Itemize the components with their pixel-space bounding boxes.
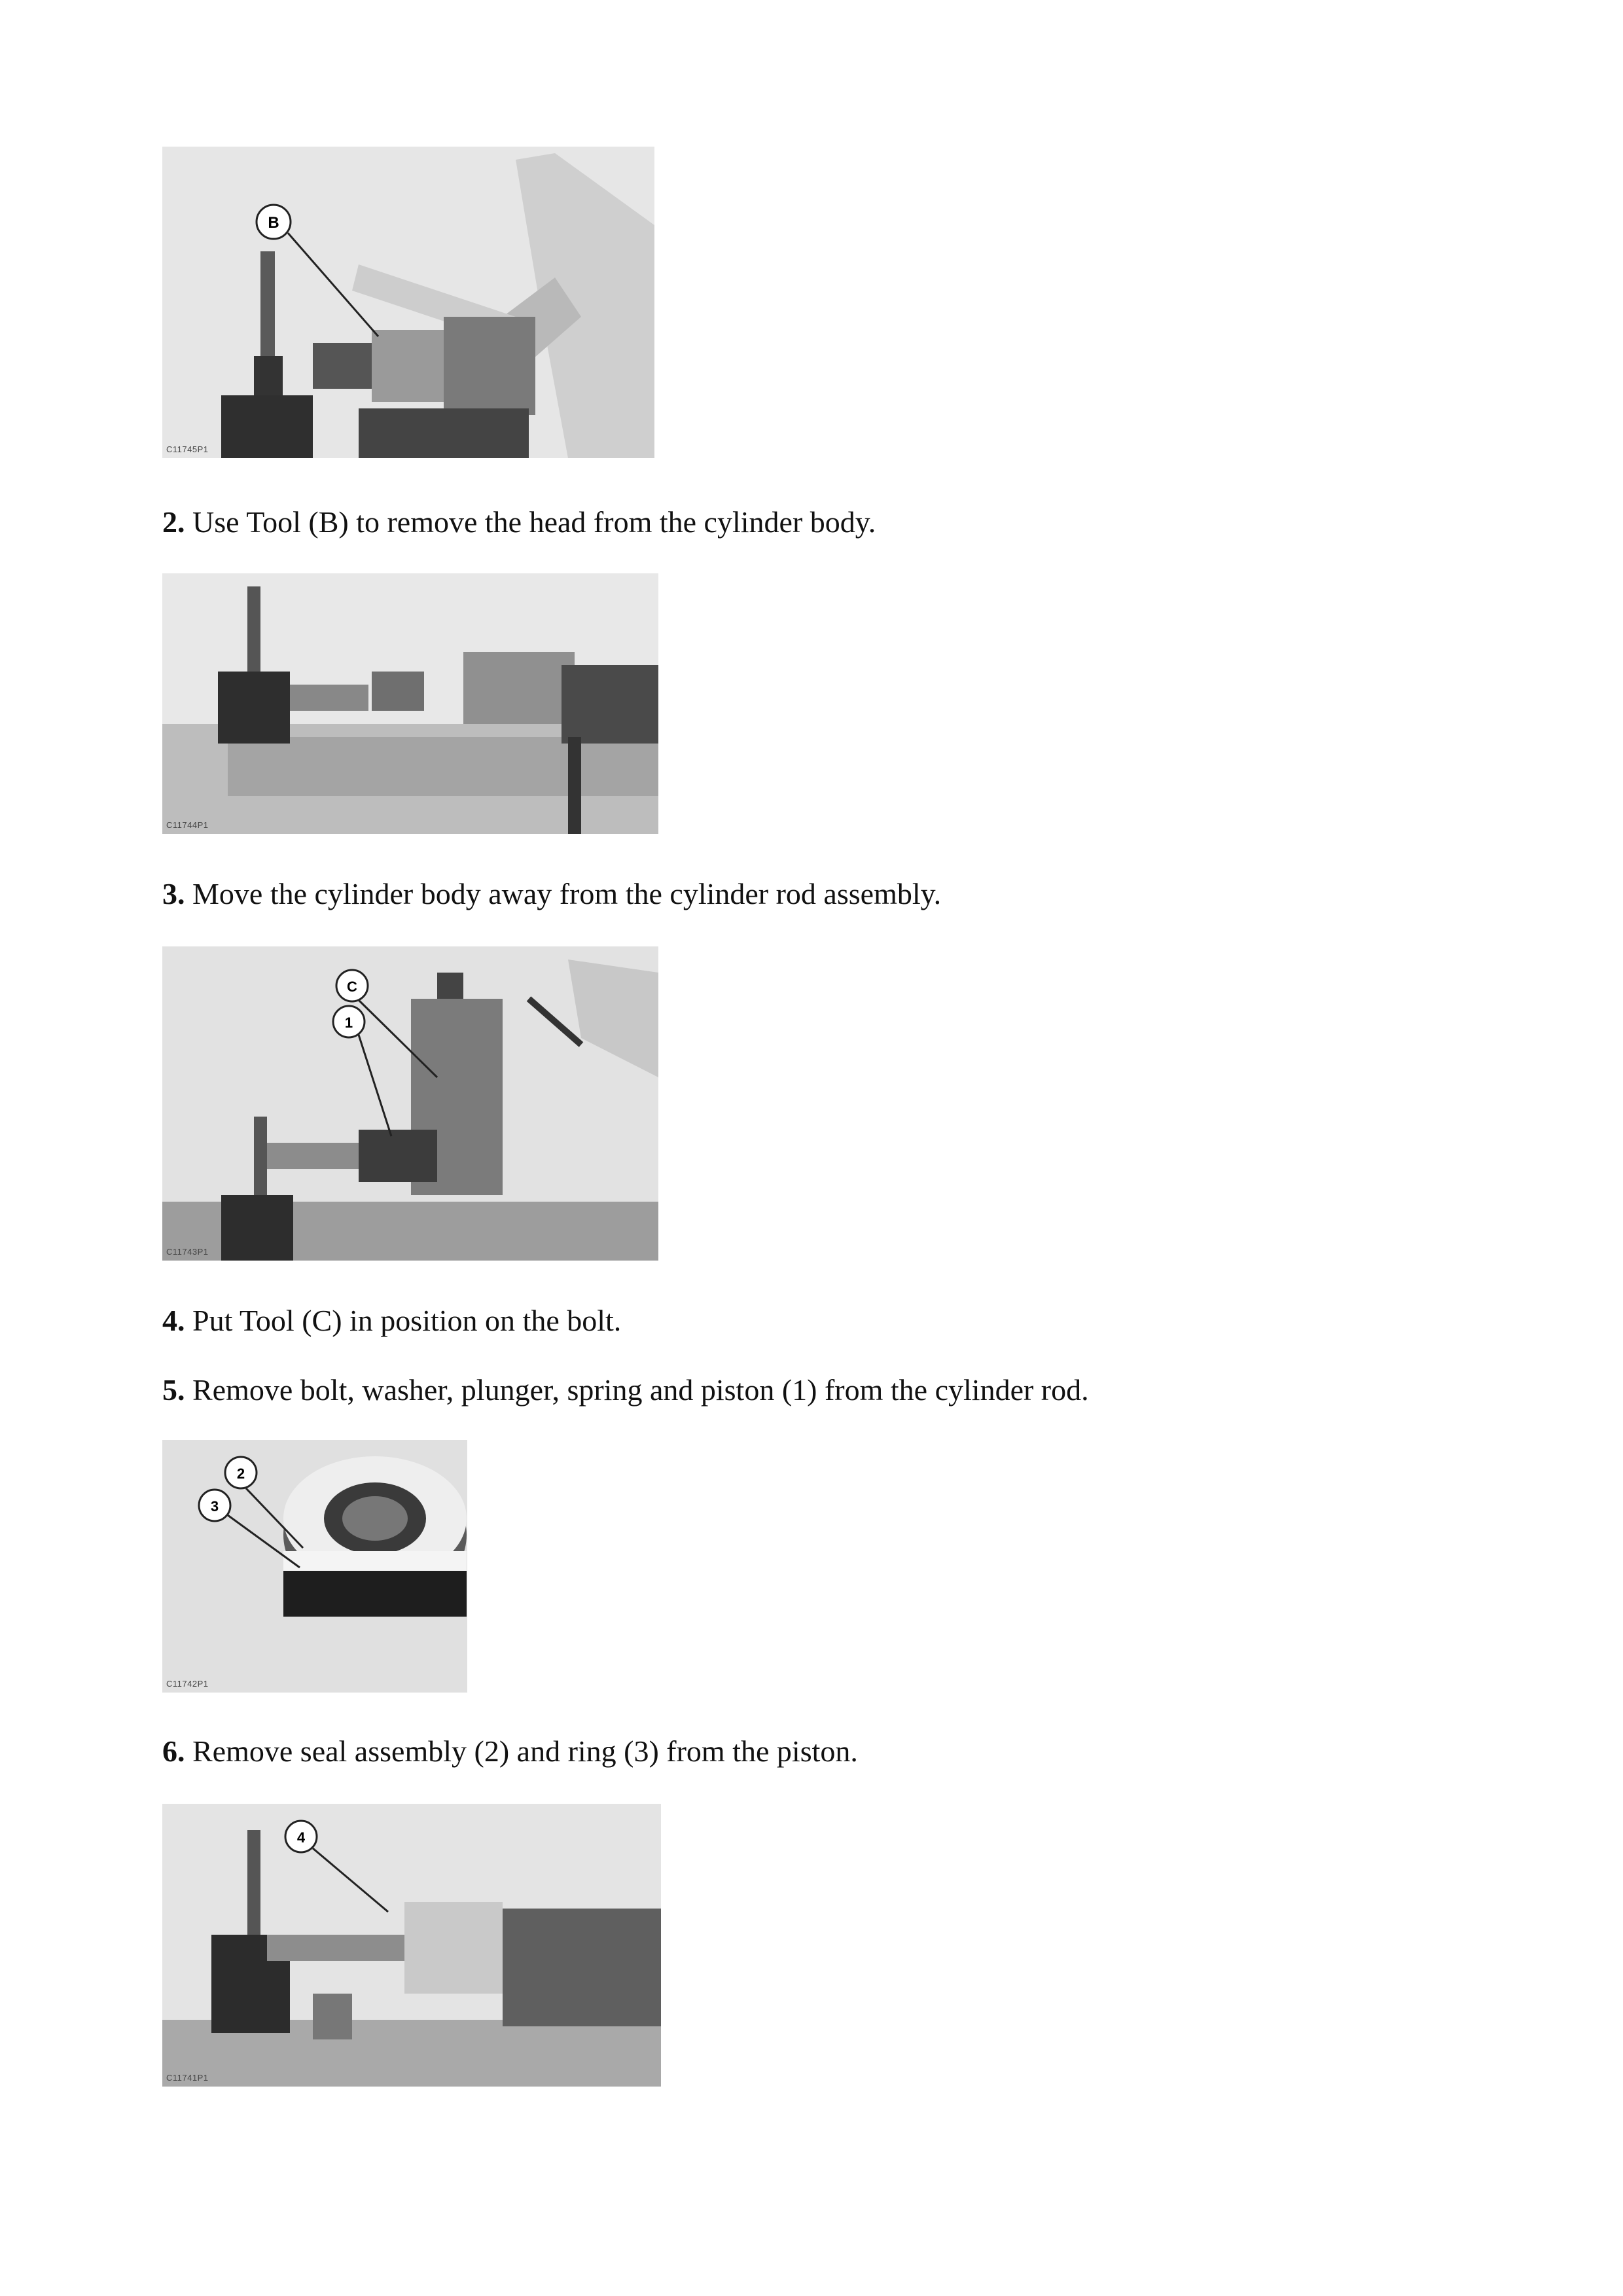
callout-overlay — [162, 147, 654, 458]
step-number: 6. — [162, 1734, 185, 1768]
figure-photo — [162, 147, 654, 458]
figure-photo — [162, 1440, 467, 1693]
step-text: Put Tool (C) in position on the bolt. — [185, 1304, 622, 1337]
step-text: Remove seal assembly (2) and ring (3) from the piston. — [185, 1734, 858, 1768]
step-text: Move the cylinder body away from the cylinder rod assembly. — [185, 877, 942, 910]
photo-id: C11744P1 — [166, 820, 209, 830]
callout-label: 3 — [210, 1498, 219, 1515]
step-number: 3. — [162, 877, 185, 910]
photo-id: C11745P1 — [166, 444, 209, 454]
callout-label: 1 — [344, 1014, 353, 1031]
step-5 — [162, 1372, 1089, 1408]
step-number: 2. — [162, 505, 185, 539]
step-4 — [162, 1302, 621, 1339]
figure-photo — [162, 946, 658, 1261]
callout-overlay — [162, 946, 658, 1261]
step-3 — [162, 876, 941, 912]
callout-label: B — [268, 214, 279, 232]
photo-id: C11743P1 — [166, 1247, 209, 1257]
figure-photo — [162, 1804, 661, 2087]
callout-label: 2 — [236, 1465, 245, 1482]
step-text: Use Tool (B) to remove the head from the cylinder body. — [185, 505, 876, 539]
step-6 — [162, 1733, 858, 1770]
callout-overlay — [162, 1804, 661, 2087]
figure-photo — [162, 573, 658, 834]
callout-overlay — [162, 1440, 467, 1693]
callout-label: C — [347, 978, 357, 995]
photo-id: C11741P1 — [166, 2073, 209, 2083]
cylinder-body-move-illustration — [162, 573, 658, 834]
callout-label: 4 — [296, 1829, 306, 1846]
step-number: 4. — [162, 1304, 185, 1337]
photo-id: C11742P1 — [166, 1679, 209, 1689]
step-number: 5. — [162, 1373, 185, 1407]
step-2 — [162, 504, 876, 541]
step-text: Remove bolt, washer, plunger, spring and piston (1) from the cylinder rod. — [185, 1373, 1089, 1407]
